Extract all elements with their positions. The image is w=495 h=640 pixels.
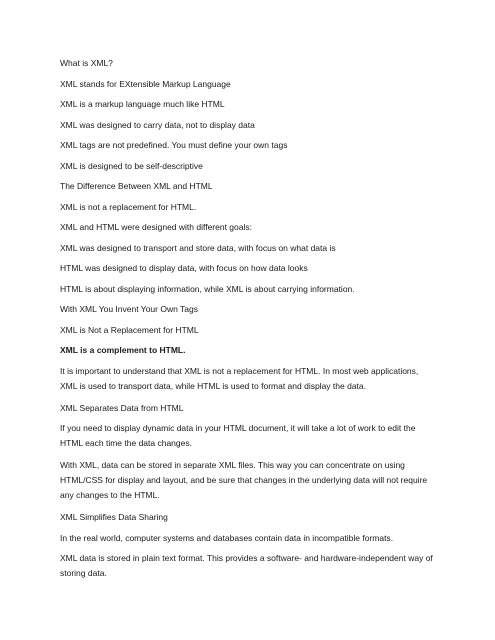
heading-separates-data: XML Separates Data from HTML xyxy=(60,402,184,413)
paragraph: It is important to understand that XML is not a replacement for HTML. In most web applications, XML is used to transport data, while HTML is used to format and display the data. xyxy=(60,365,419,391)
paragraph: XML data is stored in plain text format. This provides a software- and hardware-independent way of storing data. xyxy=(60,553,433,578)
paragraph: HTML is about displaying information, while XML is about carrying information. xyxy=(60,283,355,294)
paragraph: With XML, data can be stored in separate XML files. This way you can concentrate on using HTML/CSS for display and layout, and be sure that changes in the underlying data will not require any changes to the HTML. xyxy=(60,460,428,500)
paragraph: XML is designed to be self-descriptive xyxy=(60,160,203,171)
paragraph: XML stands for EXtensible Markup Language xyxy=(60,78,231,89)
paragraph: XML is not a replacement for HTML. xyxy=(60,201,197,212)
paragraph: XML tags are not predefined. You must define your own tags xyxy=(60,140,288,150)
heading-simplifies-sharing: XML Simplifies Data Sharing xyxy=(60,512,168,522)
paragraph: HTML was designed to display data, with focus on how data looks xyxy=(60,263,308,273)
bold-statement: XML is a complement to HTML. xyxy=(60,345,186,355)
heading-invent-tags: With XML You Invent Your Own Tags xyxy=(60,304,198,314)
paragraph: XML and HTML were designed with different goals: xyxy=(60,222,252,232)
paragraph: XML is a markup language much like HTML xyxy=(60,99,225,109)
paragraph: If you need to display dynamic data in your HTML document, it will take a lot of work to edit the HTML each time the data changes. xyxy=(60,423,416,448)
heading-not-replacement: XML is Not a Replacement for HTML xyxy=(60,324,199,335)
paragraph: In the real world, computer systems and databases contain data in incompatible formats. xyxy=(60,532,394,543)
heading-what-is-xml: What is XML? xyxy=(60,58,113,68)
paragraph: XML was designed to carry data, not to display data xyxy=(60,119,255,130)
paragraph: XML was designed to transport and store data, with focus on what data is xyxy=(60,242,336,253)
heading-difference: The Difference Between XML and HTML xyxy=(60,181,213,191)
